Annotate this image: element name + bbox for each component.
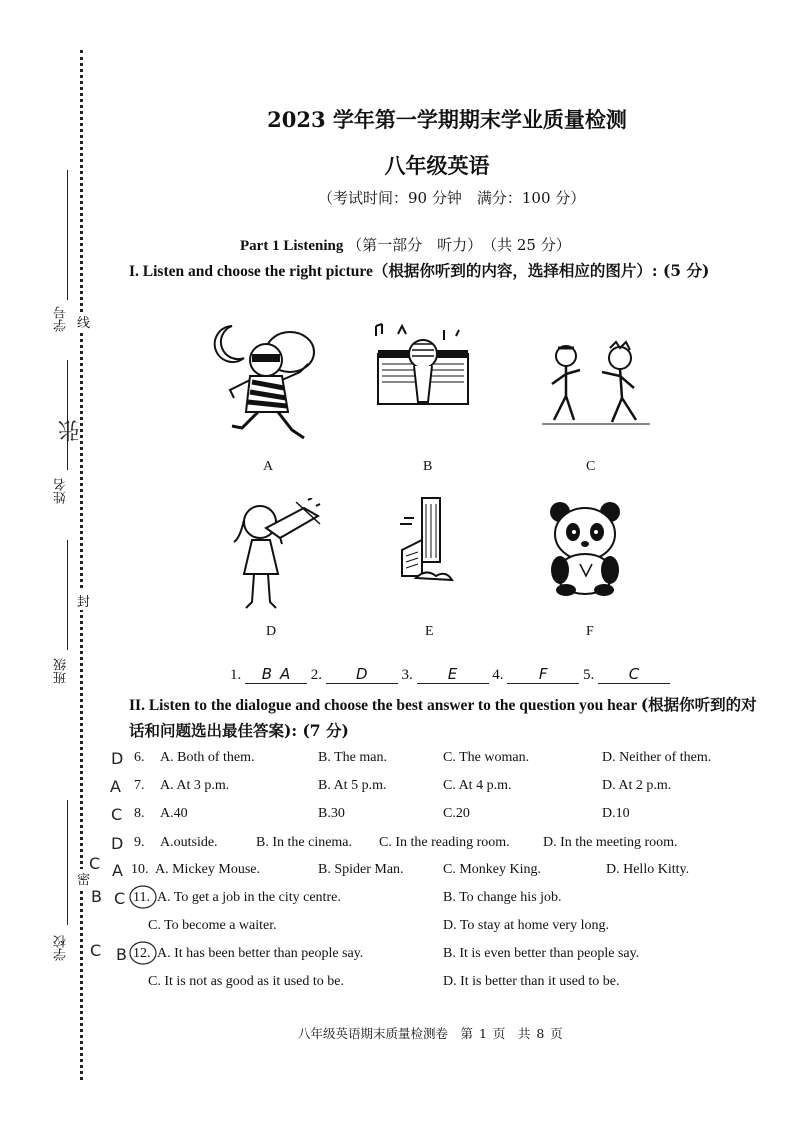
option-b[interactable]: B. To change his job. [443, 890, 562, 905]
section2-heading [129, 692, 769, 744]
seal-line-char: 线 [77, 312, 90, 331]
answer-number: 3. [401, 667, 413, 683]
binding-dotted-line [80, 50, 83, 1080]
class-rule [67, 540, 68, 650]
scratch-mark: A [280, 665, 291, 683]
name-handwriting: 张 [58, 420, 83, 442]
secret-char: 密 [77, 869, 90, 888]
question-number: 8. [134, 806, 145, 821]
option-b[interactable]: B. It is even better than people say. [443, 946, 640, 961]
section2-heading-en: II. Listen to the dialogue and choose the best answer to the question you hear [129, 697, 637, 714]
handwritten-answer: A [112, 861, 123, 880]
part1-heading-en: Part 1 Listening [240, 238, 344, 254]
violin-girl-icon [226, 498, 326, 614]
picture-label-f: F [586, 624, 594, 639]
answer-value: C [628, 665, 640, 683]
answer-number: 1. [230, 667, 242, 683]
name-label: 姓名 [54, 478, 69, 504]
option-d[interactable]: D.10 [602, 806, 630, 821]
option-c[interactable]: C. In the reading room. [379, 835, 510, 850]
section1-answer-row [230, 665, 670, 684]
option-d[interactable]: D. Neither of them. [602, 750, 712, 765]
question-number: 7. [134, 778, 145, 793]
option-a[interactable]: A. Mickey Mouse. [155, 862, 260, 877]
name-rule [67, 360, 68, 470]
school-label: 学校 [54, 935, 69, 961]
answer-value: D [355, 665, 368, 683]
option-a[interactable]: A. It has been better than people say. [157, 946, 364, 961]
school-rule [67, 800, 68, 925]
answer-value: F [538, 665, 548, 683]
handwritten-answer: C [114, 889, 126, 908]
option-a[interactable]: A. Both of them. [160, 750, 255, 765]
question-number: 12. [133, 946, 151, 961]
arguing-people-icon [540, 340, 652, 428]
option-a[interactable]: A. At 3 p.m. [160, 778, 230, 793]
section1-heading-en: I. Listen and choose the right picture [129, 263, 373, 280]
option-d[interactable]: D. At 2 p.m. [602, 778, 672, 793]
seal-char: 封 [77, 591, 90, 610]
option-b[interactable]: B. In the cinema. [256, 835, 353, 850]
option-c[interactable]: C.20 [443, 806, 470, 821]
tall-building-icon [396, 494, 460, 586]
handwritten-answer: D [111, 834, 124, 853]
option-b[interactable]: B. Spider Man. [318, 862, 404, 877]
answer-blank-4[interactable] [507, 665, 579, 684]
exam-subject: 八年级英语 [384, 153, 490, 178]
option-a[interactable]: A.outside. [160, 835, 218, 850]
part1-heading [240, 234, 571, 255]
handwritten-answer: D [111, 749, 124, 768]
question-number: 9. [134, 835, 145, 850]
dancer-icon [212, 316, 324, 446]
option-b[interactable]: B. The man. [318, 750, 387, 765]
option-c[interactable]: C. At 4 p.m. [443, 778, 512, 793]
option-a[interactable]: A.40 [160, 806, 188, 821]
picture-label-d: D [266, 624, 277, 639]
option-b[interactable]: B.30 [318, 806, 345, 821]
option-b[interactable]: B. At 5 p.m. [318, 778, 387, 793]
answer-number: 4. [492, 667, 504, 683]
handwritten-extra: B [91, 887, 102, 906]
option-d[interactable]: D. In the meeting room. [543, 835, 678, 850]
part1-heading-cn: （第一部分 听力） （共 25 分） [347, 236, 571, 254]
option-c[interactable]: C. The woman. [443, 750, 530, 765]
answer-number: 5. [583, 667, 595, 683]
answer-number: 2. [310, 667, 322, 683]
page-footer: 八年级英语期末质量检测卷 第 1 页 共 8 页 [298, 1026, 563, 1041]
option-c[interactable]: C. It is not as good as it used to be. [148, 974, 344, 989]
option-c[interactable]: C. Monkey King. [443, 862, 541, 877]
picture-label-c: C [586, 459, 596, 474]
exam-title: 2023 学年第一学期期末学业质量检测 [267, 107, 627, 132]
option-d[interactable]: D. To stay at home very long. [443, 918, 609, 933]
section1-heading [129, 258, 769, 284]
section1-heading-cn: （根据你听到的内容，选择相应的图片）: (5 分) [372, 261, 710, 280]
panda-icon [546, 500, 624, 596]
picture-label-b: B [423, 459, 433, 474]
option-a[interactable]: A. To get a job in the city centre. [157, 890, 341, 905]
class-label: 班级 [54, 658, 69, 684]
answer-blank-5[interactable] [598, 665, 670, 684]
picture-label-e: E [425, 624, 434, 639]
answer-value: B [261, 665, 273, 683]
option-d[interactable]: D. It is better than it used to be. [443, 974, 620, 989]
question-number: 11. [133, 890, 150, 905]
answer-blank-3[interactable] [417, 665, 489, 684]
answer-blank-2[interactable] [326, 665, 398, 684]
student-id-label: 学号 [54, 306, 69, 332]
answer-value: E [447, 665, 458, 683]
option-c[interactable]: C. To become a waiter. [148, 918, 277, 933]
piano-icon [368, 320, 478, 412]
student-id-rule [67, 170, 68, 300]
exam-meta: （考试时间：90 分钟 满分：100 分） [318, 189, 586, 207]
handwritten-extra: C [89, 854, 101, 873]
handwritten-extra: C [90, 941, 102, 960]
handwritten-answer: B [116, 945, 127, 964]
handwritten-answer: C [111, 805, 123, 824]
question-number: 6. [134, 750, 145, 765]
handwritten-answer: A [110, 777, 121, 796]
question-number: 10. [131, 862, 149, 877]
picture-label-a: A [263, 459, 274, 474]
section2-heading-cn: (根据你听到的对话和问题选出最佳答案): (7 分) [129, 695, 757, 740]
option-d[interactable]: D. Hello Kitty. [606, 862, 690, 877]
answer-blank-1[interactable] [245, 665, 307, 684]
